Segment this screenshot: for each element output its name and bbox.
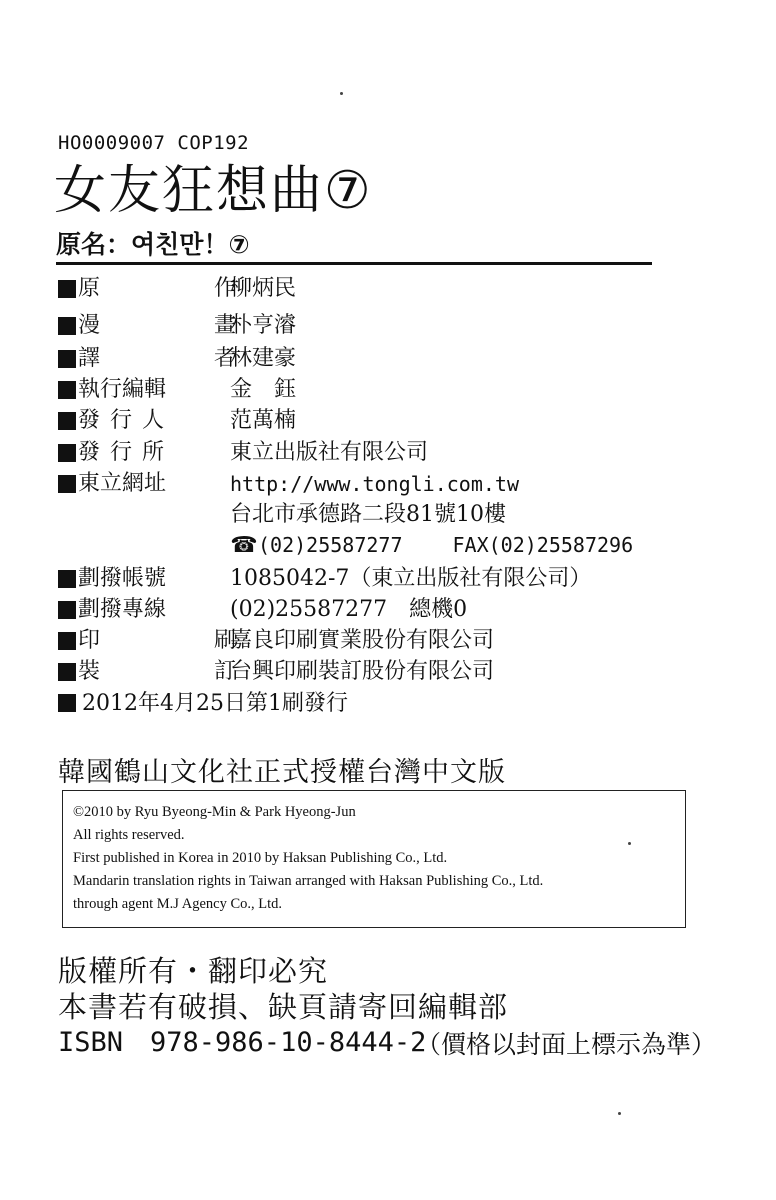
original-title: 原名：여친만！⑦ — [56, 230, 250, 259]
address-line: 台北市承德路二段81號10樓 — [230, 502, 506, 527]
copyright-line: ©2010 by Ryu Byeong-Min & Park Hyeong-Jun — [73, 804, 356, 820]
scan-speck — [340, 92, 343, 95]
credit-label: 劃撥專線 — [78, 597, 167, 622]
bullet-square-icon — [58, 694, 76, 712]
credit-value: 1085042-7（東立出版社有限公司） — [230, 566, 592, 591]
credit-label: 譯 者 — [78, 346, 236, 371]
credit-label: 印 刷 — [78, 628, 236, 653]
bullet-square-icon — [58, 632, 76, 650]
credit-label: 裝 訂 — [78, 659, 236, 684]
credit-label: 劃撥帳號 — [78, 566, 167, 591]
bullet-square-icon — [58, 444, 76, 462]
publish-date-row — [56, 689, 348, 719]
phone-number: (02)25587277 — [258, 533, 403, 557]
copyright-line: All rights reserved. — [73, 827, 185, 843]
phone-fax-line — [230, 530, 633, 561]
credit-value: 范萬楠 — [230, 408, 297, 433]
bullet-square-icon — [58, 280, 76, 298]
credit-label: 漫 畫 — [78, 313, 236, 338]
product-code: HO0009007 COP192 — [58, 132, 250, 154]
damage-notice: 本書若有破損、缺頁請寄回編輯部 — [58, 990, 509, 1024]
scan-speck — [628, 842, 631, 845]
telephone-icon: ☎ — [230, 533, 258, 558]
copyright-line: Mandarin translation rights in Taiwan arranged with Haksan Publishing Co., Ltd. — [73, 873, 544, 889]
credit-label: 東立網址 — [78, 471, 167, 496]
credit-value: 嘉良印刷實業股份有限公司 — [230, 628, 495, 653]
rights-notice: 版權所有・翻印必究 — [58, 954, 329, 988]
bullet-square-icon — [58, 570, 76, 588]
bullet-square-icon — [58, 317, 76, 335]
credit-value: 柳炳民 — [230, 276, 297, 301]
bullet-square-icon — [58, 381, 76, 399]
credit-value: 林建豪 — [230, 346, 297, 371]
credit-value: (02)25587277 總機0 — [230, 597, 468, 622]
credit-label: 原 作 — [78, 276, 236, 301]
license-statement: 韓國鶴山文化社正式授權台灣中文版 — [58, 757, 506, 788]
scan-speck — [618, 1112, 621, 1115]
credit-value: 台興印刷裝訂股份有限公司 — [230, 659, 495, 684]
bullet-square-icon — [58, 475, 76, 493]
copyright-line: through agent M.J Agency Co., Ltd. — [73, 896, 283, 912]
isbn-number: ISBN 978-986-10-8444-2 — [58, 1027, 427, 1058]
bullet-square-icon — [58, 601, 76, 619]
credit-value: 金 鈺 — [230, 377, 297, 402]
credit-value: 朴亨濬 — [230, 313, 297, 338]
title-divider — [56, 262, 652, 265]
copyright-box — [62, 790, 686, 928]
bullet-square-icon — [58, 412, 76, 430]
bullet-square-icon — [58, 350, 76, 368]
bullet-square-icon — [58, 663, 76, 681]
credit-value: 東立出版社有限公司 — [230, 440, 429, 465]
fax-number: FAX(02)25587296 — [452, 533, 634, 557]
price-note: （價格以封面上標示為準） — [416, 1030, 717, 1059]
website-link[interactable]: http://www.tongli.com.tw — [230, 472, 519, 496]
publish-date: 2012年4月25日第1刷發行 — [82, 691, 348, 716]
book-title: 女友狂想曲⑦ — [54, 161, 373, 221]
credit-label: 執行編輯 — [78, 377, 167, 402]
credit-label: 發行所 — [78, 440, 175, 465]
credit-label: 發行人 — [78, 408, 175, 433]
copyright-line: First published in Korea in 2010 by Haksan Publishing Co., Ltd. — [73, 850, 448, 866]
